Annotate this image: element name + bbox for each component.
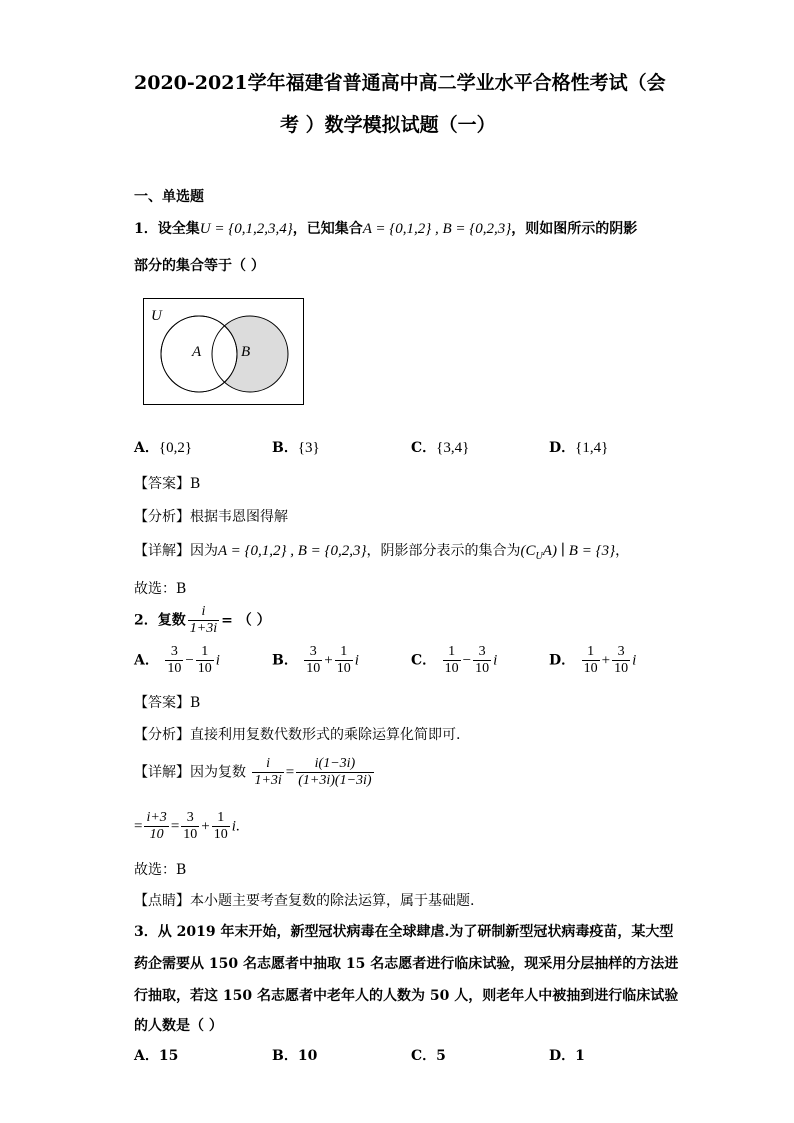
detail-eq: = (285, 764, 295, 781)
detail-expr-part1: (C (520, 543, 536, 559)
venn-label-a: A (192, 344, 202, 360)
q2-option-c-frac2 (473, 644, 491, 677)
q3-line1 (134, 921, 673, 941)
venn-diagram (143, 298, 305, 406)
q2-option-c-i: i (493, 652, 498, 669)
q1-option-b[interactable] (272, 437, 320, 457)
q2-option-c[interactable] (411, 644, 497, 677)
q1-line2: 部分的集合等于（ ） (134, 258, 265, 274)
q3-line2: 药企需要从 150 名志愿者中抽取 15 名志愿者进行临床试验，现采用分层抽样的方法进 (134, 956, 679, 972)
detail-frac4 (181, 810, 199, 843)
q1-option-b-value: {3} (297, 440, 320, 456)
q1-option-c-label: C． (411, 440, 437, 456)
frac-num: 3 (617, 644, 625, 659)
q2-option-c-frac1 (443, 644, 461, 677)
analysis-tag: 【分析】 (134, 727, 190, 743)
frac-num: 3 (478, 644, 486, 659)
q3-option-a-label: A． (134, 1048, 159, 1064)
q2-option-d-op: + (601, 652, 611, 669)
frac-num: 3 (186, 810, 194, 825)
q1-option-c-value: {3,4} (436, 440, 470, 456)
q2-option-d[interactable] (549, 644, 636, 677)
q3-line3: 行抽取，若这 150 名志愿者中老年人的人数为 50 人，则老年人中被抽到进行临床试验 (134, 988, 679, 1004)
detail-eq: = (134, 818, 143, 835)
section-heading: 一、单选题 (134, 189, 204, 205)
answer-tag: 【答案】 (134, 695, 190, 711)
frac-den: 10 (167, 661, 182, 677)
frac-den: 10 (583, 661, 598, 677)
q2-option-d-frac1 (582, 644, 600, 677)
detail-frac5 (212, 810, 230, 843)
detail-eq2: = (170, 818, 180, 835)
q3-option-c[interactable] (411, 1045, 446, 1065)
q3-text-line1: 从 2019 年末开始，新型冠状病毒在全球肆虐.为了研制新型冠状病毒疫苗，某大型 (157, 924, 674, 940)
detail-expr-part2: A) ∣ B = {3} (542, 543, 616, 559)
detail-dot: . (235, 818, 240, 835)
q2-option-b[interactable] (272, 644, 359, 677)
q3-option-d[interactable] (549, 1045, 585, 1065)
q2-option-b-op: + (324, 652, 333, 669)
detail-frac2 (296, 756, 373, 789)
q2-option-b-frac2 (335, 644, 353, 677)
q1-text-c: ，则如图所示的阴影 (511, 221, 638, 237)
frac-den: 10 (475, 661, 490, 677)
q1-text-b: ，已知集合 (292, 221, 363, 237)
q2-number: 2． (134, 612, 158, 629)
detail-plus: + (201, 818, 210, 835)
analysis-tag: 【分析】 (134, 509, 190, 525)
q2-option-b-frac1 (304, 644, 322, 677)
q2-option-a[interactable] (134, 644, 220, 677)
q1-option-d-label: D． (549, 440, 576, 456)
detail-sets: A = {0,1,2} , B = {0,2,3} (218, 543, 367, 559)
detail-text-b: ，阴影部分表示的集合为 (366, 543, 521, 559)
q1-option-c[interactable] (411, 437, 469, 457)
q2-fraction (188, 604, 219, 637)
q1-choose: 故选：B (134, 581, 187, 597)
frac-den: 10 (444, 661, 459, 677)
q1-option-a[interactable] (134, 437, 192, 457)
q2-stem (134, 604, 271, 637)
frac-num: 1 (587, 644, 595, 659)
frac-num: 3 (309, 644, 317, 659)
q3-option-b[interactable] (272, 1045, 317, 1065)
q3-option-d-label: D． (549, 1048, 576, 1064)
q2-option-a-i: i (215, 652, 220, 669)
q2-analysis (134, 724, 460, 744)
q2-answer (134, 692, 200, 712)
venn-label-u: U (151, 308, 162, 324)
detail-tag: 【详解】 (134, 764, 190, 781)
q3-option-a[interactable] (134, 1045, 178, 1065)
q3-option-c-value: 5 (436, 1048, 446, 1064)
q3-option-d-value: 1 (575, 1048, 585, 1064)
detail-text-a: 因为 (190, 543, 218, 559)
frac-den: (1+3i)(1−3i) (298, 773, 372, 789)
q2-option-d-i: i (632, 652, 637, 669)
q3-option-b-value: 10 (297, 1048, 318, 1064)
q2-option-c-op: − (462, 652, 472, 669)
venn-label-b: B (241, 344, 251, 360)
q2-option-c-label: C． (411, 652, 437, 669)
frac-den: 10 (144, 826, 168, 843)
q2-eq: = （ ） (221, 612, 271, 629)
q1-number: 1． (134, 221, 158, 237)
frac-num: 3 (170, 644, 178, 659)
q1-option-a-value: {0,2} (158, 440, 193, 456)
q1-option-d[interactable] (549, 437, 608, 457)
frac-den: 10 (213, 827, 228, 843)
page-title-line2: 考 ）数学模拟试题（一） (280, 114, 496, 136)
q3-option-a-value: 15 (158, 1048, 179, 1064)
detail-text-a: 因为复数 (190, 764, 246, 781)
q1-analysis (134, 506, 288, 526)
frac-num: i (266, 756, 271, 771)
q1-option-b-label: B． (272, 440, 298, 456)
frac-den: 10 (197, 661, 212, 677)
detail-end: ， (615, 543, 630, 559)
q1-sets-ab: A = {0,1,2} , B = {0,2,3} (362, 221, 512, 237)
frac-num: 1 (448, 644, 456, 659)
detail-frac1 (252, 756, 283, 789)
q2-option-d-frac2 (612, 644, 630, 677)
analysis-text: 直接利用复数代数形式的乘除运算化简即可. (190, 727, 461, 743)
comment-tag: 【点睛】 (134, 893, 190, 909)
q2-comment (134, 890, 474, 910)
q1-line1 (134, 218, 637, 238)
detail-tag: 【详解】 (134, 543, 190, 559)
q2-detail-line1 (134, 756, 376, 789)
q2-option-b-i: i (354, 652, 359, 669)
detail-frac3 (144, 810, 168, 843)
q2-option-d-label: D． (549, 652, 576, 669)
detail-expr-sub: U (535, 551, 543, 562)
answer-value: B (190, 476, 201, 492)
q1-option-a-label: A． (134, 440, 159, 456)
frac-num: 1 (217, 810, 225, 825)
frac-den: 10 (614, 661, 629, 677)
analysis-text: 根据韦恩图得解 (190, 509, 288, 525)
frac-den: 1+3i (254, 773, 282, 789)
frac-num: i+3 (146, 810, 167, 825)
q2-option-a-op: − (185, 652, 194, 669)
q3-option-c-label: C． (411, 1048, 437, 1064)
q2-detail-line2 (134, 810, 240, 843)
page-title-line1: 2020-2021学年福建省普通高中高二学业水平合格性考试（会 (134, 72, 666, 94)
q2-option-a-frac2 (196, 644, 214, 677)
q2-option-a-frac1 (165, 644, 183, 677)
q1-set-u: U = {0,1,2,3,4} (199, 221, 293, 237)
detail-i: i (231, 818, 236, 835)
q3-line4: 的人数是（ ） (134, 1018, 223, 1034)
q1-option-d-value: {1,4} (575, 440, 609, 456)
q1-answer (134, 473, 200, 493)
frac-num: 1 (201, 644, 209, 659)
q2-option-b-label: B． (272, 652, 298, 669)
q1-text-a: 设全集 (157, 221, 200, 237)
comment-text: 本小题主要考查复数的除法运算，属于基础题. (190, 893, 475, 909)
q1-detail (134, 540, 629, 562)
q2-fraction-num: i (201, 604, 206, 619)
q2-choose: 故选：B (134, 862, 187, 878)
q3-number: 3． (134, 924, 158, 940)
frac-num: 1 (340, 644, 348, 659)
frac-den: 10 (183, 827, 198, 843)
frac-num: i(1−3i) (314, 756, 356, 771)
detail-expr (520, 543, 616, 562)
q2-fraction-den: 1+3i (189, 621, 218, 637)
q3-option-b-label: B． (272, 1048, 298, 1064)
frac-den: 10 (306, 661, 321, 677)
q2-text: 复数 (157, 612, 186, 629)
answer-tag: 【答案】 (134, 476, 190, 492)
q2-option-a-label: A． (134, 652, 159, 669)
frac-den: 10 (336, 661, 351, 677)
answer-value: B (190, 695, 201, 711)
